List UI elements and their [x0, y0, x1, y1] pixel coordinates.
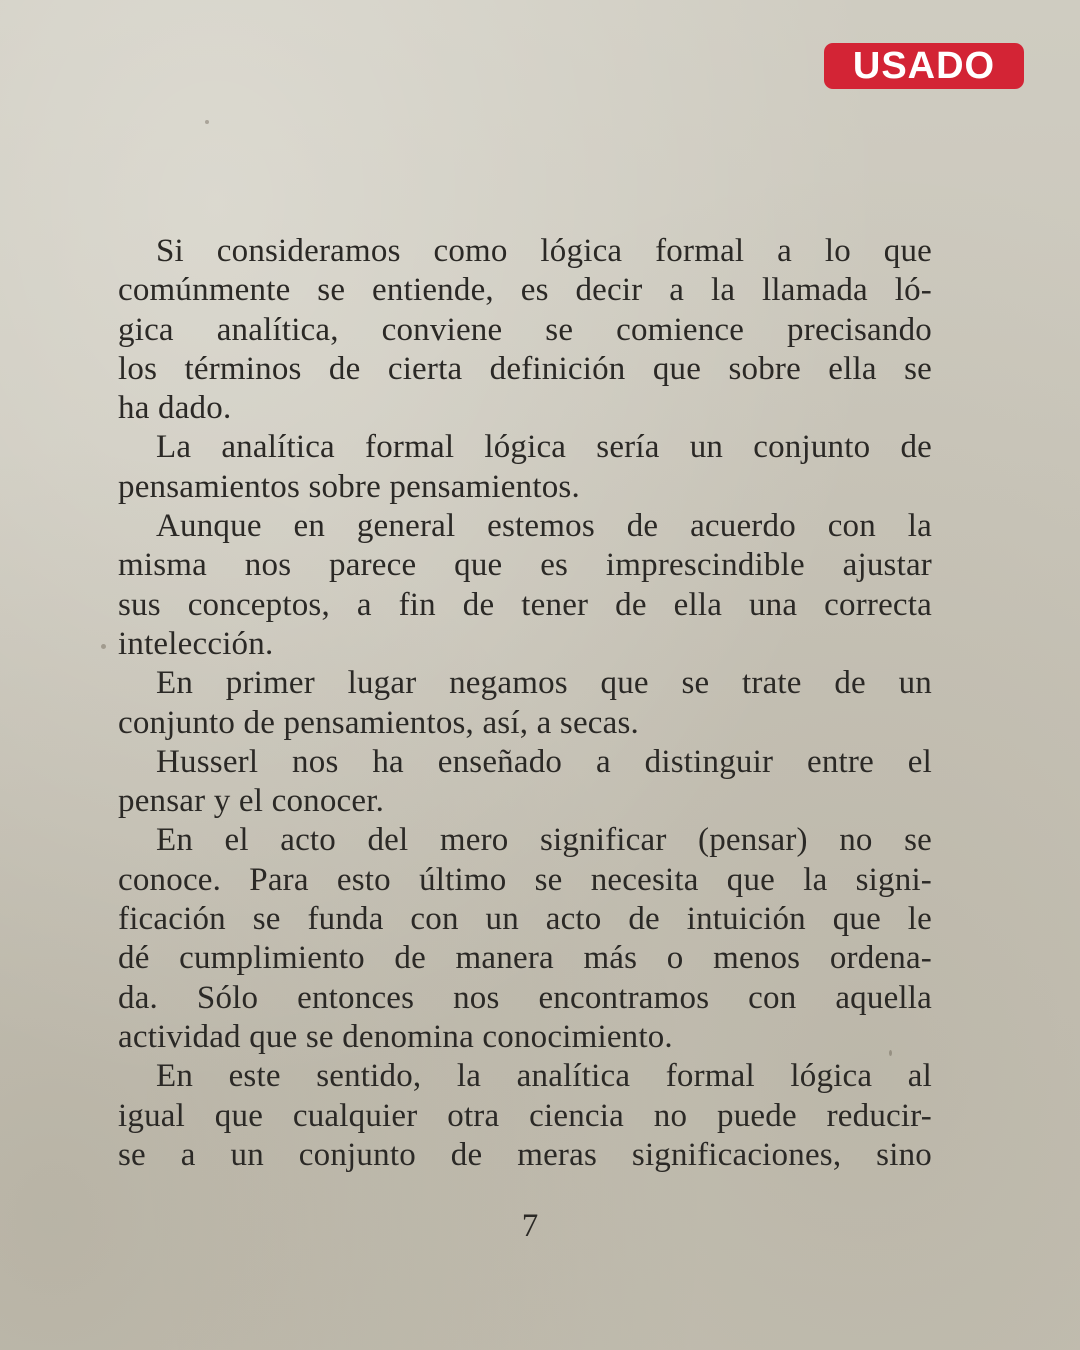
text-line: Aunque en general estemos de acuerdo con la: [156, 508, 932, 545]
text-line: misma nos parece que es imprescindible ajustar: [118, 547, 932, 584]
text-line: pensar y el conocer.: [118, 783, 385, 820]
text-line: conoce. Para esto último se necesita que la signi-: [118, 861, 932, 898]
text-line: dé cumplimiento de manera más o menos ordena-: [118, 940, 932, 977]
page-number: 7: [521, 1208, 539, 1244]
text-line: En este sentido, la analítica formal lógica al: [156, 1058, 932, 1095]
text-line: Si consideramos como lógica formal a lo que: [156, 233, 932, 269]
text-line: actividad que se denomina conocimiento.: [118, 1018, 673, 1055]
text-line: comúnmente se entiende, es decir a la llamada ló-: [118, 272, 932, 309]
used-badge: USADO: [824, 43, 1024, 89]
text-line: La analítica formal lógica sería un conjunto de: [156, 429, 932, 466]
text-line: Husserl nos ha enseñado a distinguir entre el: [156, 743, 932, 780]
text-line: En primer lugar negamos que se trate de un: [156, 665, 932, 702]
text-line: sus conceptos, a fin de tener de ella una correcta: [118, 586, 932, 623]
page-body-text: [118, 232, 932, 1175]
text-line: conjunto de pensamientos, así, a secas.: [118, 704, 639, 741]
paper-speck: [205, 120, 209, 124]
text-line: los términos de cierta definición que sobre ella se: [118, 350, 932, 387]
text-line: igual que cualquier otra ciencia no puede reducir-: [118, 1097, 932, 1134]
text-line: ficación se funda con un acto de intuición que le: [118, 901, 932, 938]
paper-speck: [889, 1050, 892, 1056]
text-line: En el acto del mero significar (pensar) no se: [156, 822, 932, 859]
text-line: se a un conjunto de meras significaciones, sino: [118, 1136, 932, 1173]
text-line: pensamientos sobre pensamientos.: [118, 468, 580, 505]
text-line: da. Sólo entonces nos encontramos con aquella: [118, 979, 932, 1016]
text-line: gica analítica, conviene se comience precisando: [118, 311, 932, 348]
text-line: ha dado.: [118, 390, 232, 427]
text-line: intelección.: [118, 625, 274, 662]
paper-speck: [101, 644, 106, 649]
